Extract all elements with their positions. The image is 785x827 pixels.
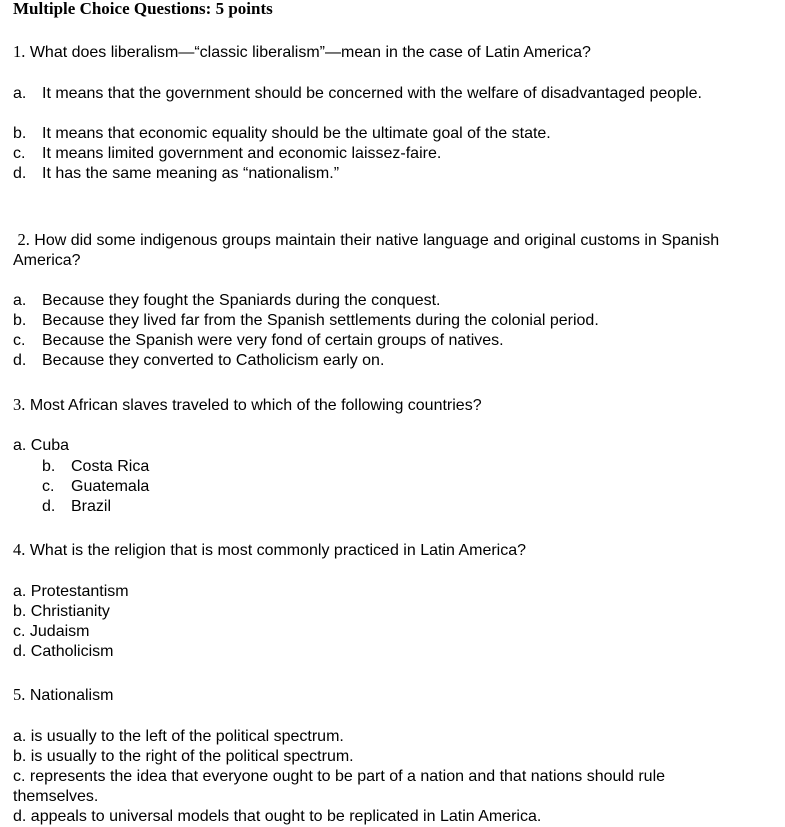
question-1-text: What does liberalism—“classic liberalism”—mean in the case of Latin America? [25,44,591,61]
question-5-option-c [13,767,753,807]
option-text: Because the Spanish were very fond of certain groups of natives. [42,332,504,349]
question-1-number: 1. [13,42,26,61]
question-4-option-a [13,582,129,602]
question-5-option-a [13,727,344,747]
option-letter: d. [13,165,27,182]
option-text: Catholicism [30,643,114,660]
option-text: Costa Rica [71,458,150,475]
option-letter: a. [13,85,27,102]
question-5 [13,685,113,706]
option-text: Because they converted to Catholicism early on. [42,352,385,369]
option-letter: a. [13,728,27,745]
option-text: It has the same meaning as “nationalism.” [42,165,340,182]
option-text: It means that economic equality should be the ultimate goal of the state. [42,125,551,142]
question-3 [13,395,482,416]
option-text: Judaism [29,623,90,640]
question-1 [13,42,591,63]
option-text: Because they lived far from the Spanish settlements during the colonial period. [42,312,599,329]
question-3-option-a [13,436,69,456]
question-4-number: 4. [13,540,26,559]
option-text: Brazil [71,498,112,515]
option-letter: c. [13,332,26,349]
option-letter: c. [42,478,55,495]
question-5-option-b [13,747,354,767]
option-letter: d. [13,643,27,660]
question-5-number: 5. [13,685,26,704]
question-4-option-d [13,642,113,662]
question-5-text: Nationalism [25,687,114,704]
option-letter: a. [13,437,27,454]
option-letter: c. [13,145,26,162]
option-text: It means limited government and economic laissez-faire. [42,145,442,162]
option-text: Christianity [30,603,110,620]
option-text: Because they fought the Spaniards during the conquest. [42,292,441,309]
question-2 [13,230,733,271]
option-letter: b. [42,458,56,475]
question-4 [13,540,526,561]
option-letter: b. [13,125,27,142]
option-letter: d. [13,352,27,369]
option-text: is usually to the left of the political spectrum. [30,728,344,745]
question-2-number: 2. [17,230,30,249]
option-text: Protestantism [30,583,129,600]
option-text: It means that the government should be concerned with the welfare of disadvantaged people. [42,85,702,102]
question-4-text: What is the religion that is most commonly practiced in Latin America? [25,542,527,559]
option-letter: b. [13,312,27,329]
question-4-option-c [13,622,89,642]
page-title: Multiple Choice Questions: 5 points [13,0,273,18]
option-text: represents the idea that everyone ought to be part of a nation and that nations should rule themselves. [13,768,666,805]
option-letter: c. [13,768,26,785]
option-text: Guatemala [71,478,150,495]
option-text: Cuba [30,437,70,454]
question-3-number: 3. [13,395,26,414]
option-letter: b. [13,748,27,765]
option-letter: d. [13,808,27,825]
option-text: is usually to the right of the political spectrum. [30,748,354,765]
question-3-text: Most African slaves traveled to which of the following countries? [25,397,482,414]
option-text: appeals to universal models that ought to be replicated in Latin America. [30,808,542,825]
option-letter: a. [13,583,27,600]
option-letter: b. [13,603,27,620]
question-4-option-b [13,602,110,622]
option-letter: c. [13,623,26,640]
question-5-option-d [13,807,541,827]
question-2-text: How did some indigenous groups maintain their native language and original customs in Spanish America? [13,232,720,269]
option-letter: a. [13,292,27,309]
option-letter: d. [42,498,56,515]
